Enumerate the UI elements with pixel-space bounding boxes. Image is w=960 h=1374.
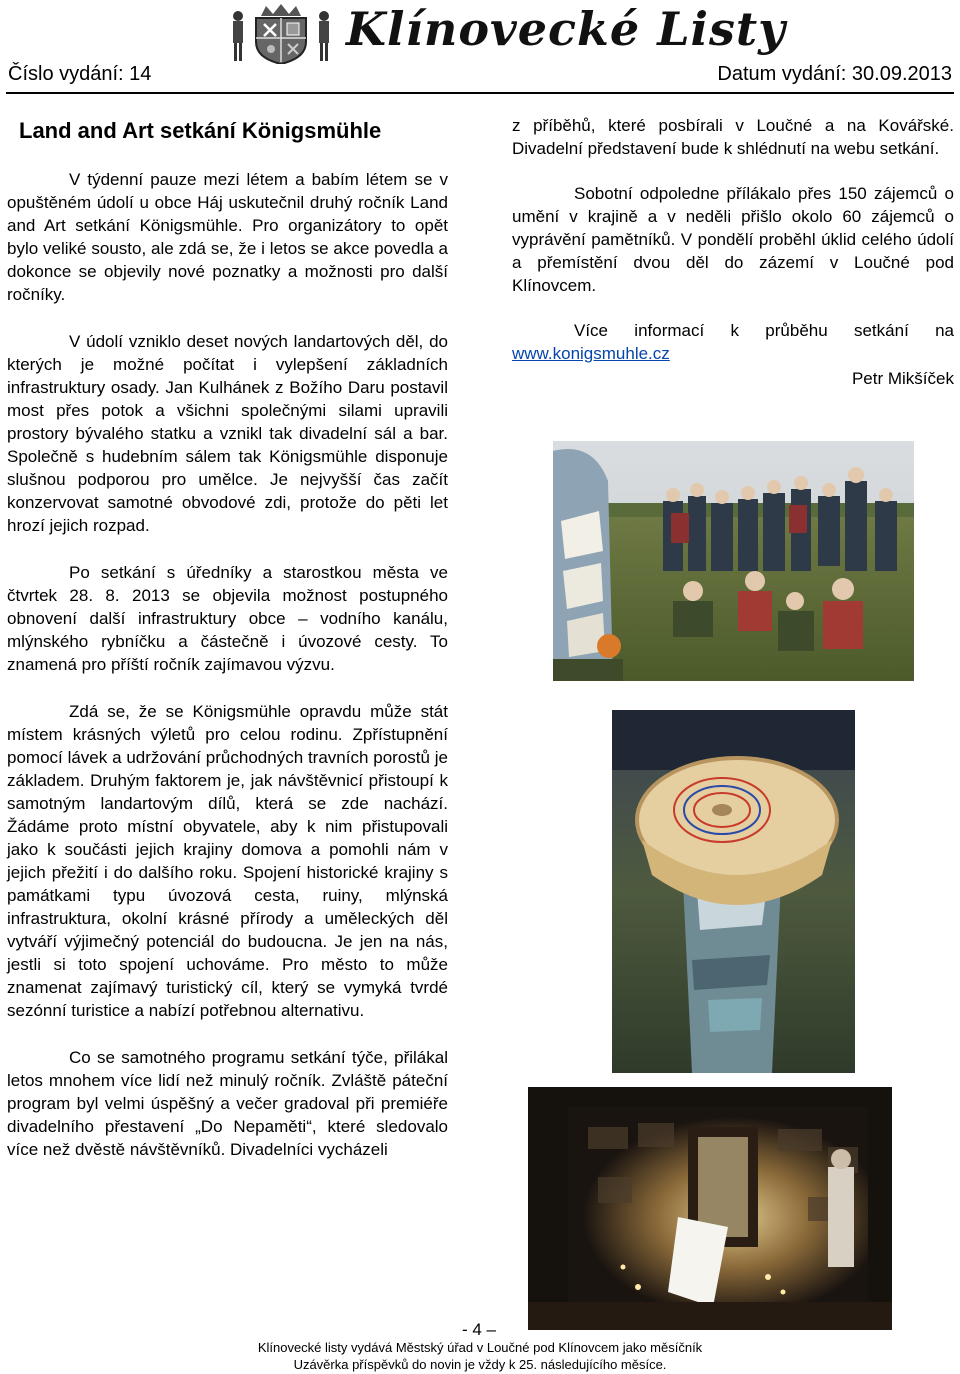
more-info-paragraph <box>512 319 954 365</box>
website-link[interactable]: www.konigsmuhle.cz <box>512 344 670 363</box>
article-paragraph: z příběhů, které posbírali v Loučné a na Kovářské. Divadelní představení bude k shlédnutí na webu setkání. <box>512 116 954 158</box>
article-paragraph: Po setkání s úředníky a starostkou města ve čtvrtek 28. 8. 2013 se objevila možnost postupného obnovení další infrastruktury obce – vodního kanálu, mlýnského rybníčku a částečně i úvozové cesty. To znamená pro příští ročník zajímavou výzvu. <box>7 563 448 674</box>
article-paragraph: Co se samotného programu setkání týče, přilákal letos mnohem více lidí než minulý ročník. Zvláště páteční program byl velmi úspěšný a večer gradoval při premiéře divadelního přestavení „Do Nepaměti“, které sledovalo více než dvěstě návštěvníků. Divadelníci vycházeli <box>7 1048 448 1159</box>
ruin-night-photo <box>528 1087 892 1330</box>
left-column <box>7 118 448 1185</box>
footer-deadline: Uzávěrka příspěvků do novin je vždy k 25. následujícího měsíce. <box>293 1357 667 1372</box>
more-info-text: Více informací k průběhu setkání na <box>574 321 954 340</box>
header-divider <box>6 92 954 94</box>
footer-publisher: Klínovecké listy vydává Městský úřad v Loučné pod Klínovcem jako měsíčník <box>257 1340 703 1355</box>
article-headline: Land and Art setkání Königsmühle <box>19 118 382 143</box>
sculpture-photo <box>612 710 855 1073</box>
newspaper-title: Klínovecké Listy <box>346 2 786 56</box>
group-photo <box>553 441 914 681</box>
masthead <box>0 0 960 90</box>
article-paragraph: Sobotní odpoledne přílákalo přes 150 zájemců o umění v krajině a v neděli přišlo okolo 60 zájemců o vyprávění pamětníků. V pondělí proběhl úklid celého údolí a přemístění dvou děl do zázemí v Loučné pod Klínovcem. <box>512 184 954 295</box>
article-paragraph: Zdá se, že se Königsmühle opravdu může stát místem krásných výletů pro celou rodinu. Zpřístupnění pomocí lávek a udržování průchodných travních porostů je základem. Druhým faktorem je, jak návštěvnicí přistoupí k samotným landartovým dílů, která se zde nachází. Žádáme proto místní obyvatele, aby k nim přistupovali jako k součásti jejich krajiny domova a pomohli nám v jejich přežití i do dalšího roku. Spojení historické krajiny s památkami typu úvozová cesta, ruiny, mlýnská infrastruktura, okolní krásné přírody a uměleckých děl vytváří výjimečný potenciál do budoucna. Je jen na nás, jestli si toto spojení uchováme. Pro město to může znamenat zajímavý turistický cíl, který se vymyká tvrdé sezónní turistice a nabízí potřebnou alternativu. <box>7 702 448 1020</box>
page-number: - 4 – <box>462 1320 497 1339</box>
article-paragraph: V údolí vzniklo deset nových landartových děl, do kterých je možné počítat i vylepšení základních infrastruktury osady. Jan Kulhánek z Božího Daru postavil most přes potok a všichni společnými silami upravili prostory bývalého statku a vznikl tak divadelní sál a bar. Společně s hudebním sálem tak Königsmühle disponuje slušnou podporou pro umělce. Je nejvyšší čas začít konzervovat samotné obvodové zdi, protože do pěti let hrozí jejich rozpad. <box>7 332 448 535</box>
issue-date: Datum vydání: 30.09.2013 <box>717 63 952 85</box>
right-column <box>512 114 954 389</box>
issue-number: Číslo vydání: 14 <box>8 63 152 85</box>
coat-of-arms-logo <box>226 4 336 64</box>
article-paragraph: V týdenní pauze mezi létem a babím létem se v opuštěném údolí u obce Háj uskutečnil druhý ročník Land and Art setkání Königsmühle. Pro organizátory to opět bylo veliké sousto, ale zdá se, že i letos se akce povedla a dokonce se objevily nové poznatky a možnosti pro další ročníky. <box>7 170 448 304</box>
article-author: Petr Mikšíček <box>851 369 954 388</box>
